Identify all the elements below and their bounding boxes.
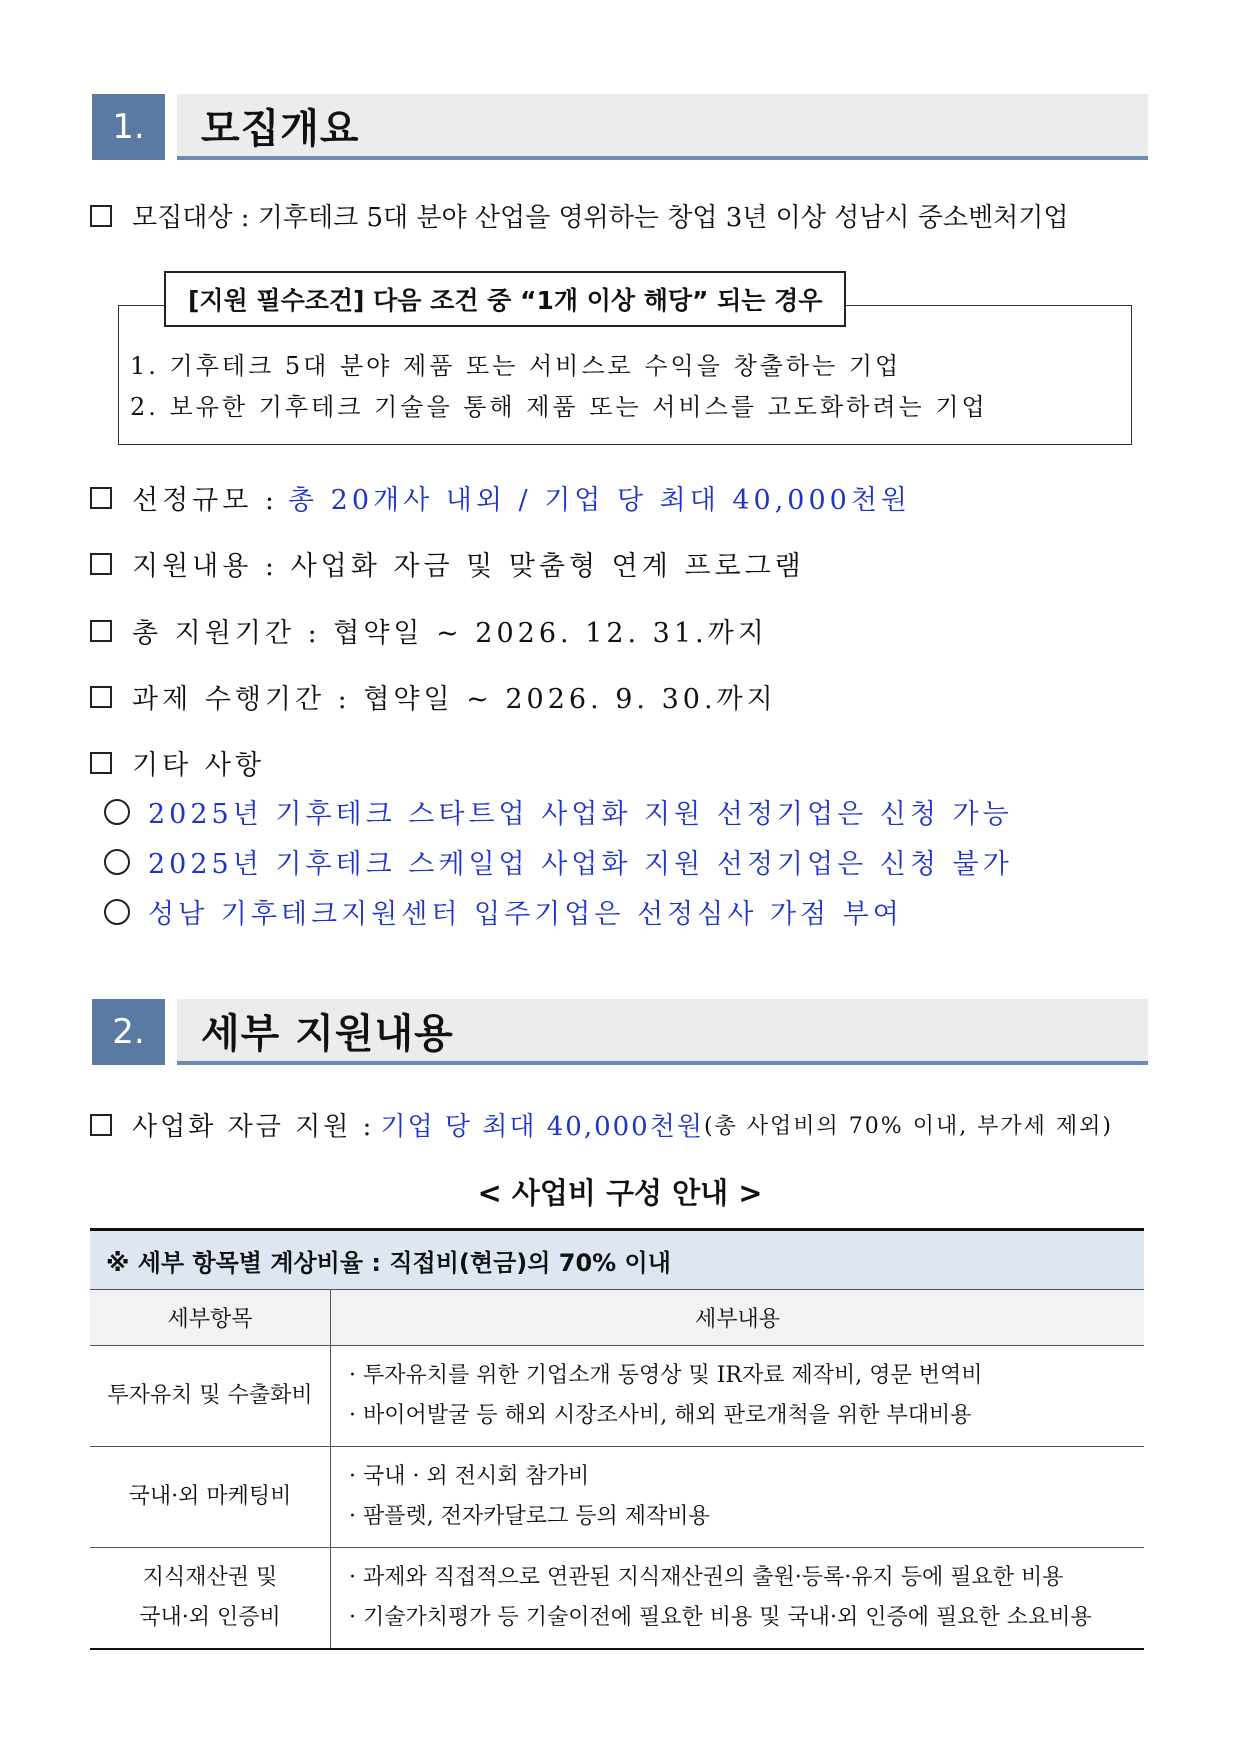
selection-scale-label: 선정규모 : — [132, 485, 279, 516]
condition-tab-label: [지원 필수조건] 다음 조건 중 “1개 이상 해당” 되는 경우 — [164, 271, 846, 327]
section-1-number-text: 1. — [112, 107, 145, 147]
checkbox-square-icon — [90, 205, 112, 227]
fund-support-value: 기업 당 최대 40,000천원 — [380, 1112, 704, 1142]
row-1-detail-2: · 바이어발굴 등 해외 시장조사비, 해외 판로개척을 위한 부대비용 — [349, 1403, 972, 1428]
selection-scale-value: 총 20개사 내외 / 기업 당 최대 40,000천원 — [288, 485, 912, 516]
row-3-item — [90, 1548, 331, 1650]
row-3-item-line-1: 지식재산권 및 — [142, 1565, 278, 1590]
circle-bullet-icon — [104, 799, 130, 825]
row-3-item-line-2: 국내·외 인증비 — [139, 1605, 281, 1630]
row-1-details — [331, 1346, 1145, 1447]
budget-table — [90, 1228, 1144, 1650]
task-period-line — [90, 677, 777, 716]
etc-item-3 — [104, 892, 903, 931]
etc-item-2 — [104, 842, 1013, 881]
section-2-title: 세부 지원내용 — [201, 1010, 454, 1057]
checkbox-square-icon — [90, 620, 112, 642]
support-content-line — [90, 544, 805, 583]
row-1-item-line-1: 투자유치 및 수출화비 — [107, 1383, 313, 1408]
header-item: 세부항목 — [90, 1290, 331, 1346]
etc-item-1 — [104, 792, 1013, 831]
row-3-details — [331, 1548, 1145, 1650]
row-2-detail-1: · 국내 · 외 전시회 참가비 — [349, 1464, 590, 1489]
row-2-item — [90, 1447, 331, 1548]
condition-item-1: 1. 기후테크 5대 분야 제품 또는 서비스로 수익을 창출하는 기업 — [130, 352, 902, 380]
selection-scale-line — [90, 478, 911, 517]
support-content-text: 지원내용 : 사업화 자금 및 맞춤형 연계 프로그램 — [132, 551, 805, 582]
row-2-details — [331, 1447, 1145, 1548]
task-period-text: 과제 수행기간 : 협약일 ~ 2026. 9. 30.까지 — [132, 684, 777, 715]
circle-bullet-icon — [104, 899, 130, 925]
recruit-target-text: 모집대상 : 기후테크 5대 분야 산업을 영위하는 창업 3년 이상 성남시 중소벤처기업 — [132, 203, 1069, 233]
row-2-item-line-1: 국내·외 마케팅비 — [128, 1484, 292, 1509]
checkbox-square-icon — [90, 686, 112, 708]
total-period-line — [90, 611, 768, 650]
section-1-header-bar — [177, 94, 1148, 160]
table-header-row — [90, 1290, 1144, 1346]
checkbox-square-icon — [90, 1114, 112, 1136]
checkbox-square-icon — [90, 752, 112, 774]
section-2-header-bar — [177, 999, 1148, 1065]
circle-bullet-icon — [104, 849, 130, 875]
fund-support-note: (총 사업비의 70% 이내, 부가세 제외) — [703, 1114, 1114, 1139]
header-detail: 세부내용 — [331, 1290, 1145, 1346]
section-2-number — [92, 999, 165, 1065]
etc-label-text: 기타 사항 — [132, 750, 265, 781]
budget-guide-subtitle: < 사업비 구성 안내 > — [477, 1176, 763, 1210]
fund-support-line — [90, 1106, 1113, 1143]
table-note: ※ 세부 항목별 계상비율 : 직접비(현금)의 70% 이내 — [90, 1230, 1144, 1290]
row-2-detail-2: · 팜플렛, 전자카달로그 등의 제작비용 — [349, 1504, 710, 1529]
row-3-detail-1: · 과제와 직접적으로 연관된 지식재산권의 출원·등록·유지 등에 필요한 비용 — [349, 1565, 1064, 1590]
table-row — [90, 1447, 1144, 1548]
table-row — [90, 1346, 1144, 1447]
etc-item-3-text: 성남 기후테크지원센터 입주기업은 선정심사 가점 부여 — [148, 899, 903, 930]
condition-item-2: 2. 보유한 기후테크 기술을 통해 제품 또는 서비스를 고도화하려는 기업 — [130, 393, 988, 421]
recruit-target-line — [90, 197, 1068, 234]
row-1-item — [90, 1346, 331, 1447]
section-1-number — [92, 94, 165, 160]
checkbox-square-icon — [90, 487, 112, 509]
section-1-title: 모집개요 — [201, 105, 360, 152]
total-period-text: 총 지원기간 : 협약일 ~ 2026. 12. 31.까지 — [132, 618, 768, 649]
fund-support-label: 사업화 자금 지원 : — [132, 1112, 375, 1142]
section-2-number-text: 2. — [112, 1012, 145, 1052]
table-note-row — [90, 1230, 1144, 1290]
etc-item-2-text: 2025년 기후테크 스케일업 사업화 지원 선정기업은 신청 불가 — [148, 849, 1013, 880]
table-row — [90, 1548, 1144, 1650]
checkbox-square-icon — [90, 553, 112, 575]
etc-item-1-text: 2025년 기후테크 스타트업 사업화 지원 선정기업은 신청 가능 — [148, 799, 1013, 830]
row-1-detail-1: · 투자유치를 위한 기업소개 동영상 및 IR자료 제작비, 영문 번역비 — [349, 1363, 983, 1388]
row-3-detail-2: · 기술가치평가 등 기술이전에 필요한 비용 및 국내·외 인증에 필요한 소요비용 — [349, 1605, 1092, 1630]
etc-label-line — [90, 743, 265, 782]
